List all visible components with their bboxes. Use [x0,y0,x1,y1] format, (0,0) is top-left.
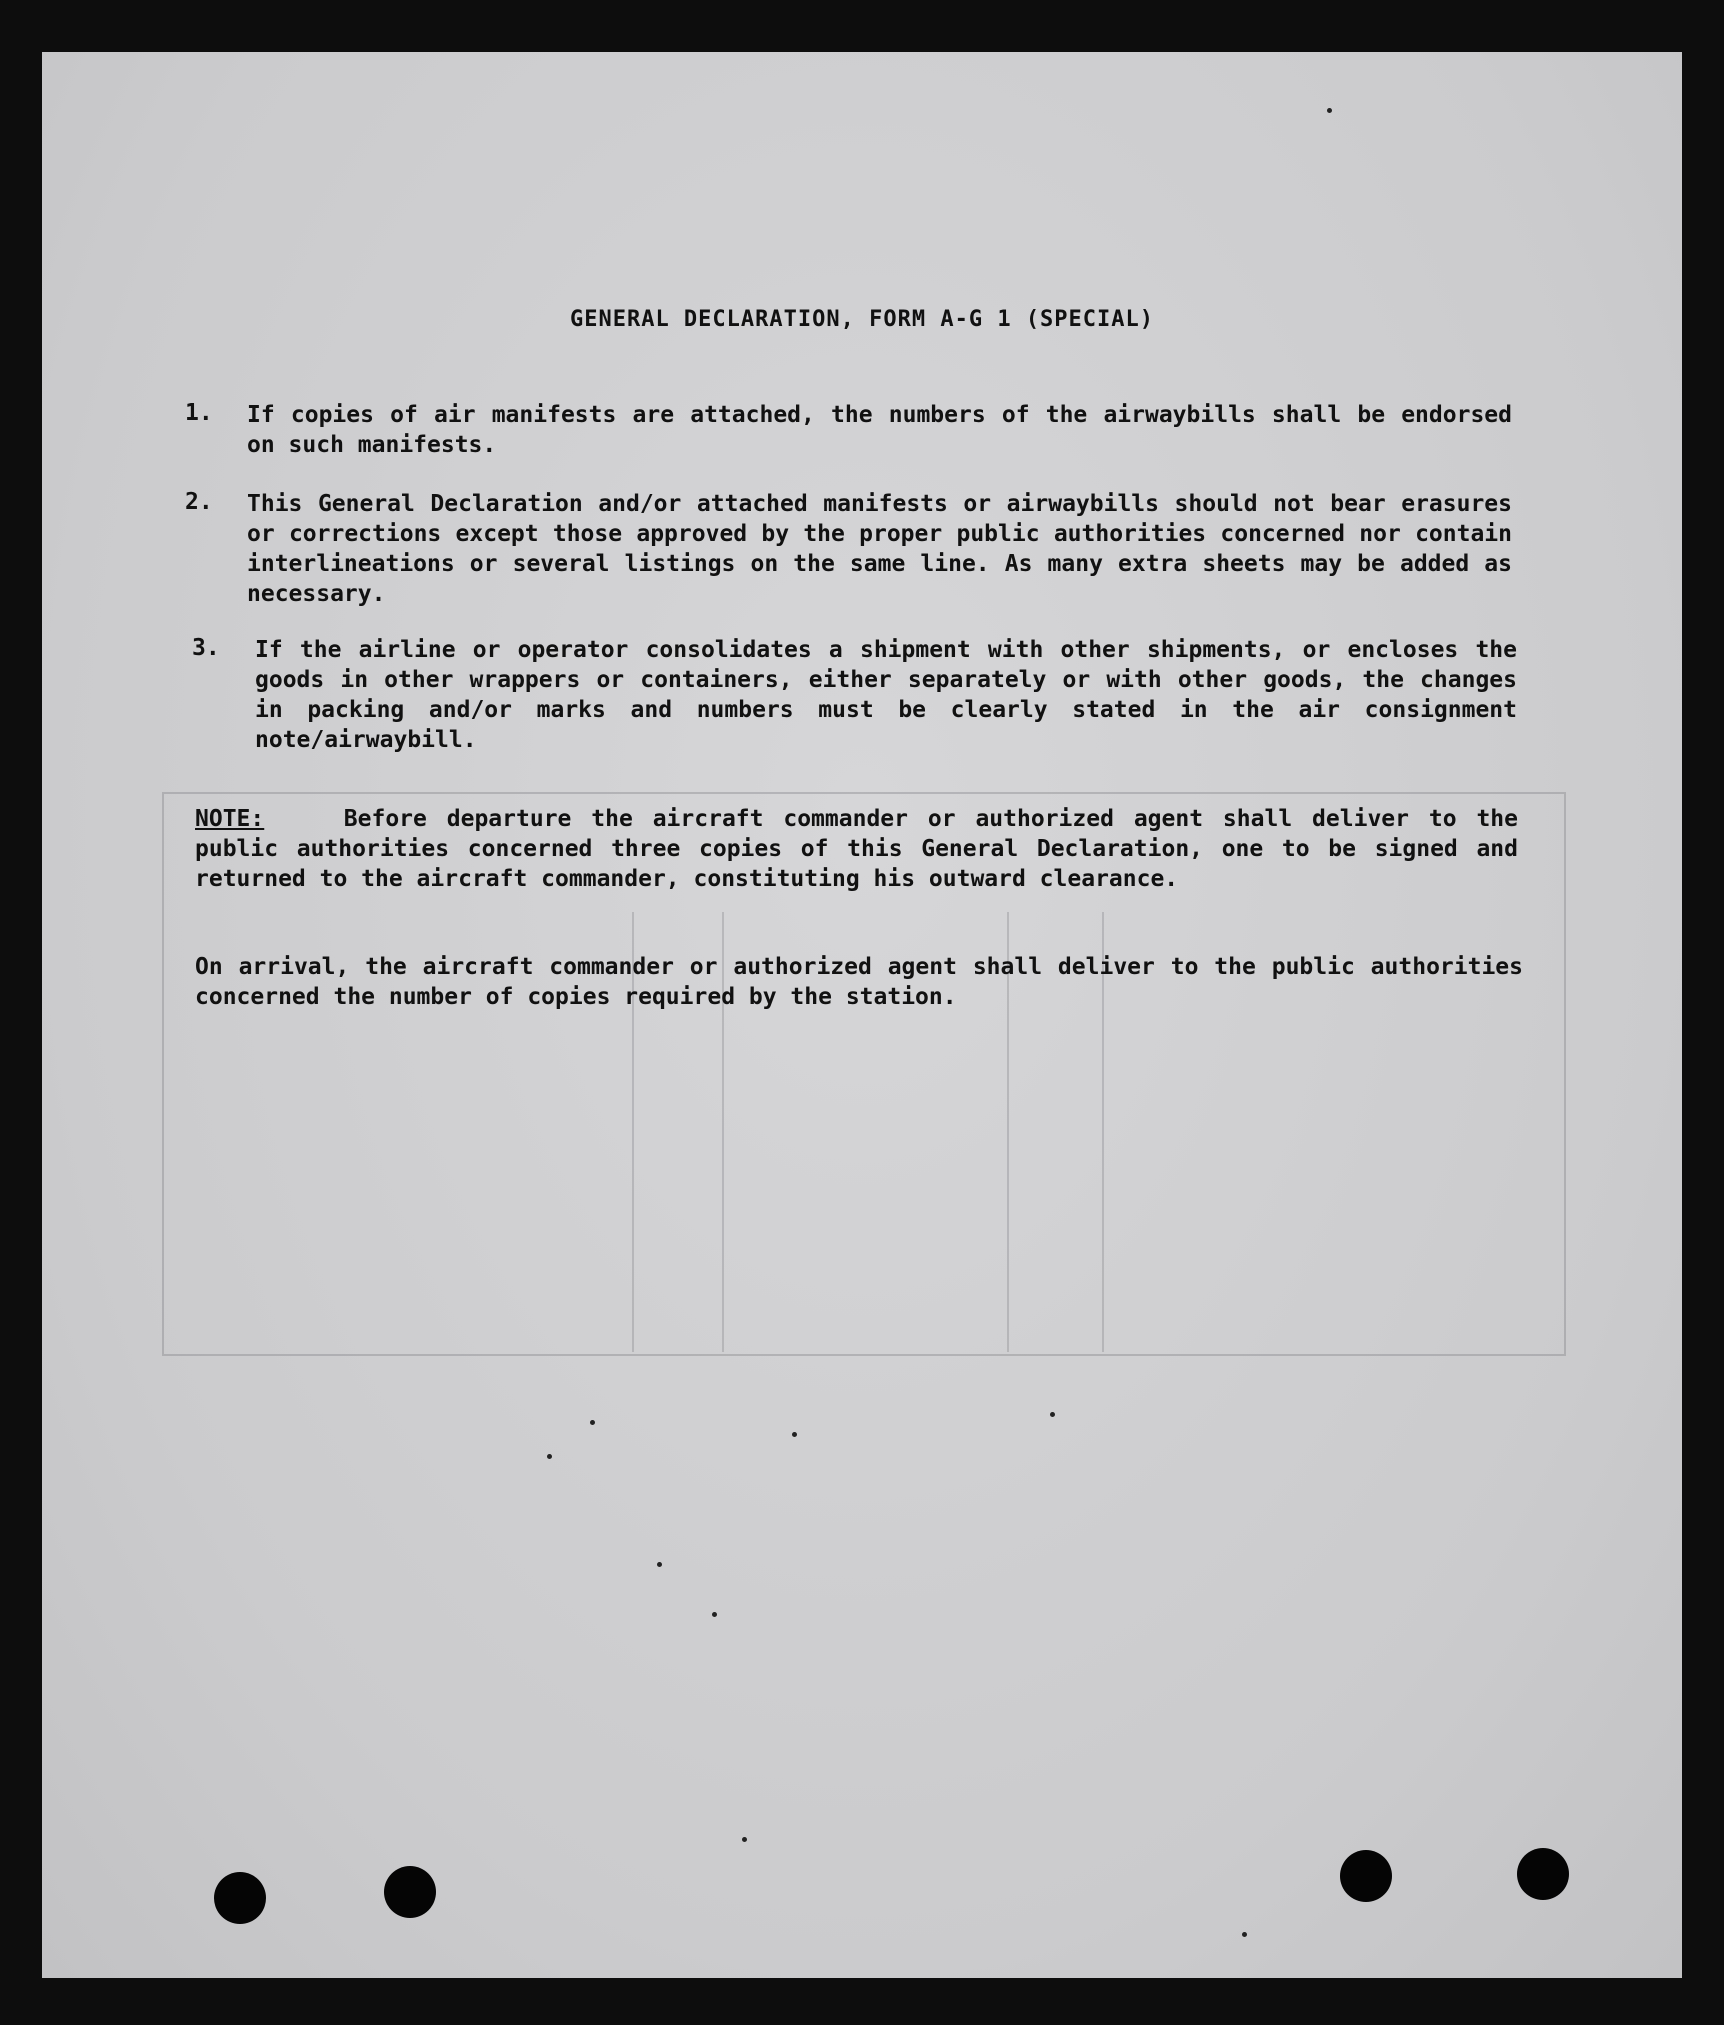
instruction-item: If copies of air manifests are attached, the numbers of the airwaybills shall be endorsed on such manifests. [247,402,1512,458]
instruction-item: This General Declaration and/or attached manifests or airwaybills should not bear erasures or corrections except those approved by the proper public authorities concerned nor contain interlineations or several listings on the same line. As many extra sheets may be added as necessary. [247,491,1512,607]
punch-hole [214,1872,266,1924]
punch-hole [384,1866,436,1918]
speck [792,1432,797,1437]
note-text: Before departure the aircraft commander or authorized agent shall deliver to the public authorities concerned three copies of this General Declaration, one to be signed and returned to the aircraft commander, constituting his outward clearance. [195,806,1518,892]
speck [657,1562,662,1567]
speck [1050,1412,1055,1417]
speck [712,1612,717,1617]
punch-hole [1340,1850,1392,1902]
punch-hole [1517,1848,1569,1900]
arrival-paragraph: On arrival, the aircraft commander or authorized agent shall deliver to the public authorities concerned the number of copies required by the station. [195,954,1523,1010]
speck [742,1837,747,1842]
speck [1242,1932,1247,1937]
item-number: 2. [185,489,213,515]
speck [547,1454,552,1459]
item-number: 1. [185,400,213,426]
page-title: GENERAL DECLARATION, FORM A-G 1 (SPECIAL) [569,307,1155,332]
speck [1327,108,1332,113]
item-number: 3. [192,635,220,661]
speck [590,1420,595,1425]
note-label: NOTE: [195,806,265,832]
instruction-item: If the airline or operator consolidates a shipment with other shipments, or encloses the goods in other wrappers or containers, either separately or with other goods, the changes in packing and/or marks and numbers must be clearly stated in the air consignment note/airwaybill. [255,637,1517,753]
document-page [42,52,1682,1978]
note-paragraph [195,804,1518,894]
